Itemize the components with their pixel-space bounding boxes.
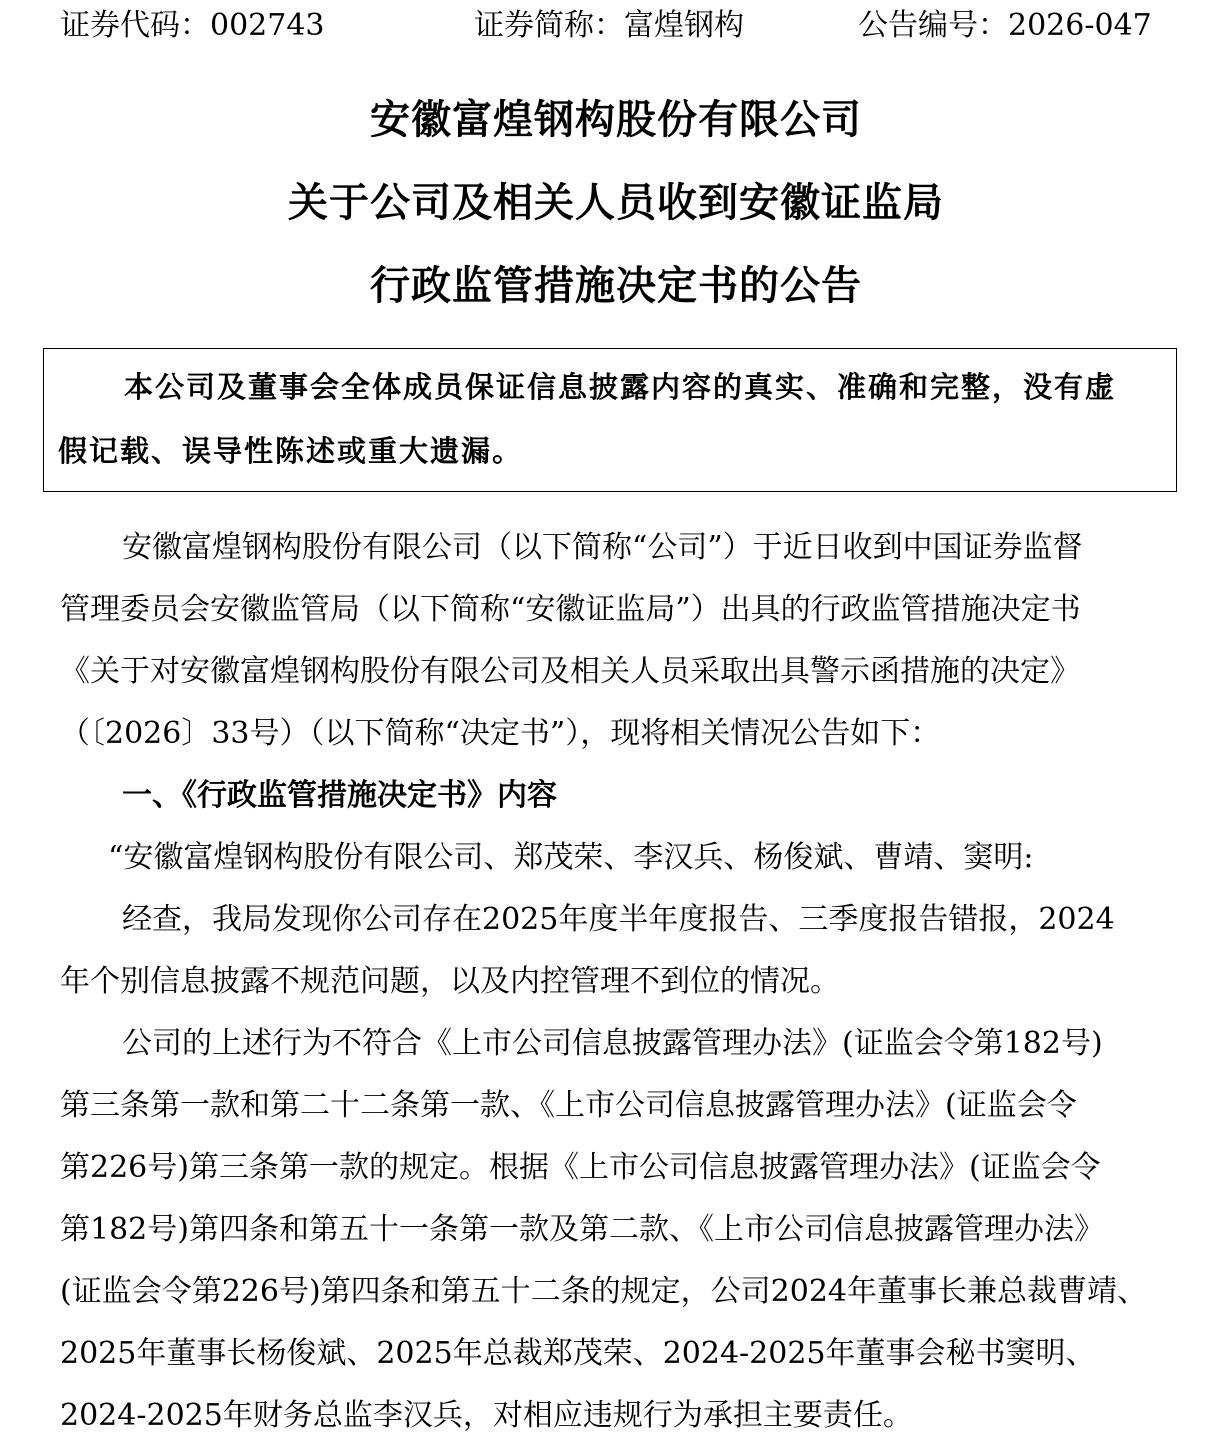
disclosure-statement-line-1: 本公司及董事会全体成员保证信息披露内容的真实、准确和完整，没有虚	[124, 370, 1117, 404]
disclosure-statement-box	[43, 348, 1177, 492]
body-line: (证监会令第226号)第四条和第五十二条的规定，公司2024年董事长兼总裁曹靖、	[60, 1274, 1148, 1309]
title-line-3: 行政监管措施决定书的公告	[370, 263, 862, 309]
body-line: “安徽富煌钢构股份有限公司、郑茂荣、李汉兵、杨俊斌、曹靖、窦明:	[108, 840, 1034, 875]
announcement-number: 公告编号：2026-047	[858, 8, 1152, 43]
body-line: 2024-2025年财务总监李汉兵，对相应违规行为承担主要责任。	[60, 1398, 913, 1433]
security-abbreviation: 证券简称：富煌钢构	[474, 8, 744, 43]
body-line: 年个别信息披露不规范问题，以及内控管理不到位的情况。	[60, 964, 840, 999]
title-line-2: 关于公司及相关人员收到安徽证监局	[288, 180, 944, 226]
body-line: 2025年董事长杨俊斌、2025年总裁郑茂荣、2024-2025年董事会秘书窦明、	[60, 1336, 1096, 1371]
body-line: 安徽富煌钢构股份有限公司（以下简称“公司”）于近日收到中国证券监督	[122, 530, 1083, 565]
section-heading: 一、《行政监管措施决定书》内容	[122, 778, 557, 813]
security-code: 证券代码：002743	[60, 8, 325, 43]
body-line: 经查，我局发现你公司存在2025年度半年度报告、三季度报告错报，2024	[122, 902, 1115, 937]
body-line: 第三条第一款和第二十二条第一款、《上市公司信息披露管理办法》(证监会令	[60, 1088, 1077, 1123]
disclosure-statement-line-2: 假记载、误导性陈述或重大遗漏。	[58, 434, 524, 468]
body-line: 第182号)第四条和第五十一条第一款及第二款、《上市公司信息披露管理办法》	[60, 1212, 1104, 1247]
body-line: （〔2026〕33号）（以下简称“决定书”），现将相关情况公告如下：	[60, 716, 941, 751]
body-line: 管理委员会安徽监管局（以下简称“安徽证监局”）出具的行政监管措施决定书	[60, 592, 1081, 627]
document-header	[60, 6, 1170, 46]
body-line: 第226号)第三条第一款的规定。根据《上市公司信息披露管理办法》(证监会令	[60, 1150, 1101, 1185]
title-line-1: 安徽富煌钢构股份有限公司	[370, 97, 862, 143]
body-line: 公司的上述行为不符合《上市公司信息披露管理办法》(证监会令第182号)	[122, 1026, 1103, 1061]
body-line: 《关于对安徽富煌钢构股份有限公司及相关人员采取出具警示函措施的决定》	[60, 654, 1080, 689]
